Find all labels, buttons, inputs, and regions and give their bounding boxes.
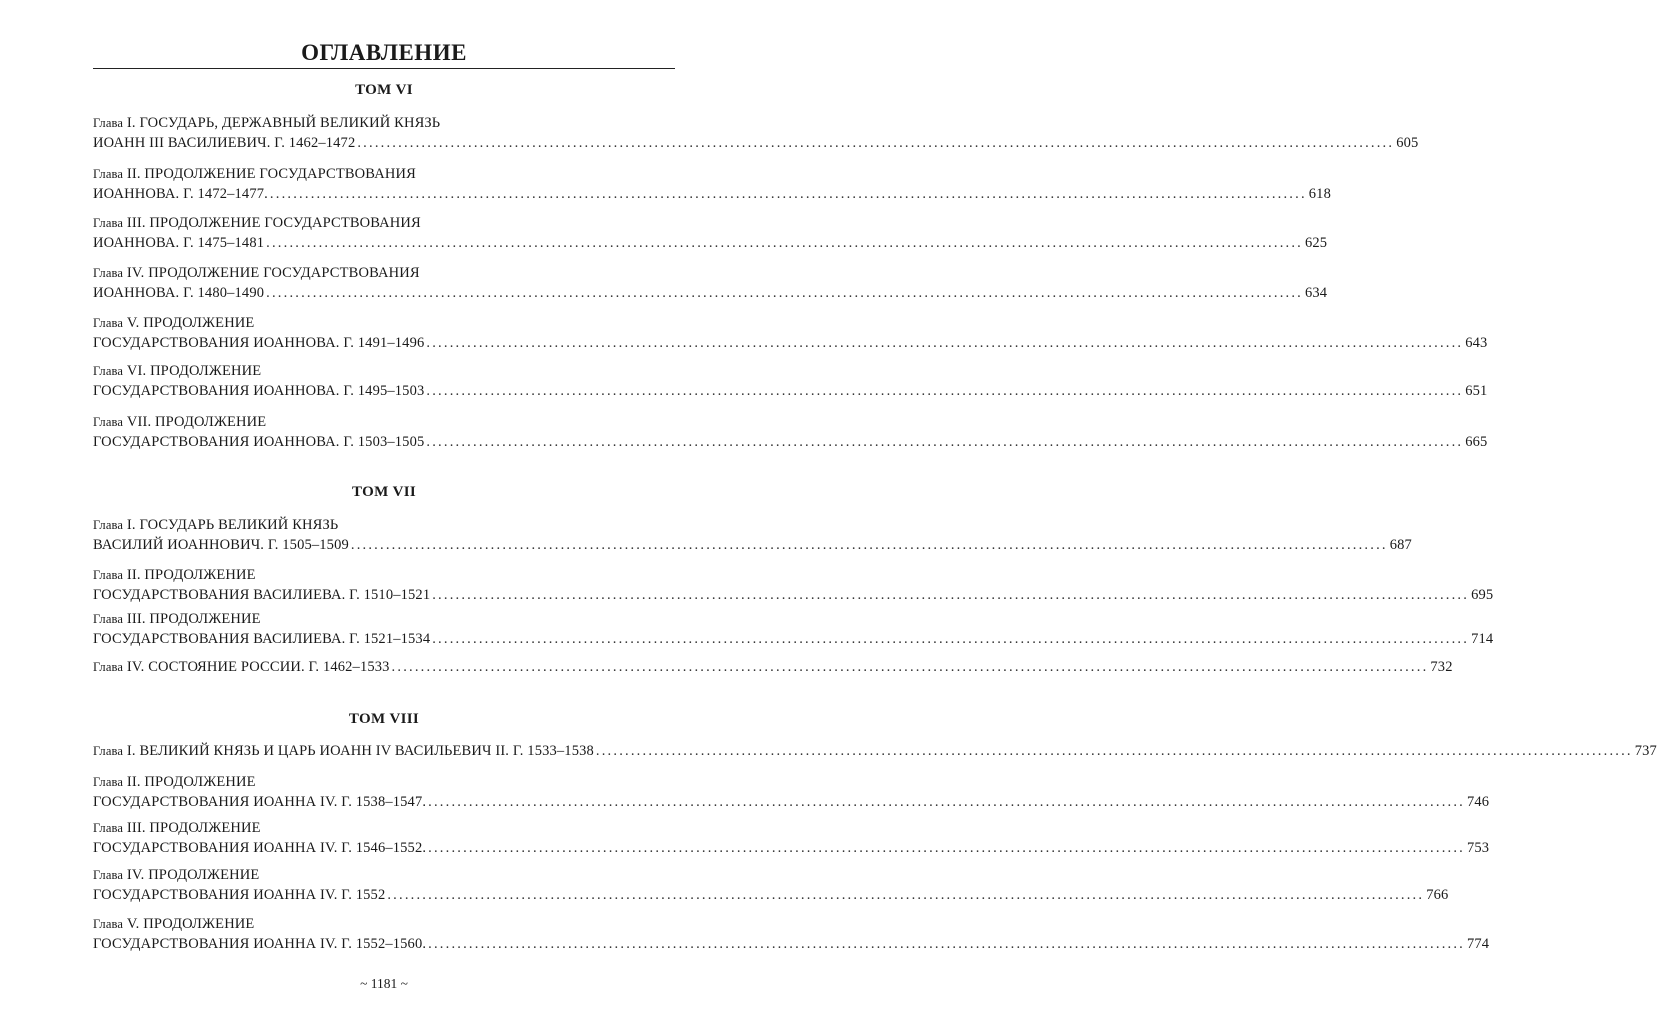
page-number: 737	[1634, 743, 1657, 759]
chapter-number: IV.	[126, 867, 145, 883]
volume-heading-vi: ТОМ VI	[355, 82, 413, 98]
chapter-prefix: Глава	[93, 917, 124, 931]
page-number: 695	[1471, 586, 1494, 603]
chapter-number: VI.	[126, 363, 147, 379]
chapter-title-cont: ИОАННОВА. Г. 1472–1477.	[93, 185, 268, 202]
chapter-number: V.	[126, 916, 140, 932]
page-number: 651	[1465, 382, 1488, 399]
chapter-number: III.	[126, 215, 146, 231]
page-number: 746	[1467, 793, 1490, 810]
page-number: 634	[1305, 284, 1328, 301]
chapter-title-cont: ГОСУДАРСТВОВАНИЯ ВАСИЛИЕВА. Г. 1521–1534	[93, 630, 431, 647]
toc-entry[interactable]	[93, 362, 1488, 401]
page-folio: ~ 1181 ~	[360, 976, 408, 991]
toc-entry[interactable]	[93, 610, 1494, 649]
dot-leader: ..................................................................................................................................................................................	[595, 743, 1633, 759]
chapter-prefix: Глава	[93, 167, 124, 181]
page-number: 643	[1465, 334, 1488, 351]
chapter-title-cont: ГОСУДАРСТВОВАНИЯ ИОАННОВА. Г. 1495–1503	[93, 382, 425, 399]
chapter-number: III.	[126, 820, 146, 836]
chapter-title: ПРОДОЛЖЕНИЕ	[149, 820, 261, 836]
page-number: 766	[1426, 886, 1449, 903]
chapter-prefix: Глава	[93, 116, 124, 130]
chapter-prefix: Глава	[93, 364, 124, 378]
toc-entry[interactable]	[93, 114, 1419, 153]
chapter-prefix: Глава	[93, 415, 124, 429]
chapter-title: ПРОДОЛЖЕНИЕ ГОСУДАРСТВОВАНИЯ	[144, 166, 416, 182]
chapter-title-cont: ГОСУДАРСТВОВАНИЯ ИОАННА IV. Г. 1538–1547.	[93, 793, 427, 810]
dot-leader: ..................................................................................................................................................................................	[426, 433, 1464, 450]
page-number: 687	[1389, 536, 1412, 553]
page-number: 605	[1396, 134, 1419, 151]
chapter-prefix: Глава	[93, 821, 124, 835]
toc-entry[interactable]	[93, 658, 1453, 678]
page-number: 753	[1467, 839, 1490, 856]
dot-leader: ..................................................................................................................................................................................	[432, 630, 1470, 647]
chapter-number: VII.	[126, 414, 152, 430]
toc-entry[interactable]	[93, 264, 1328, 303]
chapter-prefix: Глава	[93, 518, 124, 532]
chapter-title: ПРОДОЛЖЕНИЕ ГОСУДАРСТВОВАНИЯ	[149, 215, 421, 231]
chapter-title: ПРОДОЛЖЕНИЕ	[155, 414, 267, 430]
toc-entry[interactable]	[93, 866, 1449, 905]
chapter-number: II.	[126, 567, 141, 583]
chapter-number: III.	[126, 611, 146, 627]
page-number: 732	[1430, 659, 1453, 675]
chapter-title: ПРОДОЛЖЕНИЕ	[148, 867, 260, 883]
chapter-number: IV.	[126, 265, 145, 281]
chapter-prefix: Глава	[93, 568, 124, 582]
page-title: ОГЛАВЛЕНИЕ	[301, 40, 467, 65]
toc-entry[interactable]	[93, 413, 1488, 452]
chapter-number: I.	[126, 517, 136, 533]
toc-entry[interactable]	[93, 819, 1490, 858]
chapter-title: ПРОДОЛЖЕНИЕ ГОСУДАРСТВОВАНИЯ	[148, 265, 420, 281]
chapter-prefix: Глава	[93, 316, 124, 330]
toc-entry[interactable]	[93, 516, 1412, 555]
chapter-title: ПРОДОЛЖЕНИЕ	[143, 916, 255, 932]
chapter-title: ВЕЛИКИЙ КНЯЗЬ И ЦАРЬ ИОАНН IV ВАСИЛЬЕВИЧ II. Г. 1533–1538	[139, 743, 594, 759]
dot-leader: ..................................................................................................................................................................................	[269, 185, 1307, 202]
toc-entry[interactable]	[93, 773, 1490, 812]
volume-heading-viii: ТОМ VIII	[348, 711, 420, 727]
toc-entry[interactable]	[93, 742, 1657, 762]
dot-leader: ..................................................................................................................................................................................	[391, 659, 1429, 675]
chapter-title: ГОСУДАРЬ, ДЕРЖАВНЫЙ ВЕЛИКИЙ КНЯЗЬ	[139, 115, 441, 131]
chapter-prefix: Глава	[93, 775, 124, 789]
chapter-title-cont: ИОАННОВА. Г. 1480–1490	[93, 284, 265, 301]
dot-leader: ..................................................................................................................................................................................	[428, 793, 1465, 810]
chapter-prefix: Глава	[93, 266, 124, 280]
chapter-title-cont: ИОАНН III ВАСИЛИЕВИЧ. Г. 1462–1472	[93, 134, 356, 151]
dot-leader: ..................................................................................................................................................................................	[350, 536, 1388, 553]
chapter-number: IV.	[126, 659, 145, 675]
toc-entry[interactable]	[93, 165, 1331, 204]
toc-entry[interactable]	[93, 314, 1488, 353]
chapter-number: V.	[126, 315, 140, 331]
chapter-title-cont: ГОСУДАРСТВОВАНИЯ ИОАННОВА. Г. 1503–1505	[93, 433, 425, 450]
page-number: 714	[1471, 630, 1494, 647]
chapter-prefix: Глава	[93, 660, 124, 674]
chapter-title-cont: ГОСУДАРСТВОВАНИЯ ИОАННА IV. Г. 1552–1560.	[93, 935, 427, 952]
chapter-title: ПРОДОЛЖЕНИЕ	[144, 567, 256, 583]
page-number: 665	[1465, 433, 1488, 450]
dot-leader: ..................................................................................................................................................................................	[266, 234, 1303, 251]
chapter-title-cont: ИОАННОВА. Г. 1475–1481	[93, 234, 265, 251]
dot-leader: ..................................................................................................................................................................................	[432, 586, 1470, 603]
chapter-title: СОСТОЯНИЕ РОССИИ. Г. 1462–1533	[148, 659, 390, 675]
chapter-title: ГОСУДАРЬ ВЕЛИКИЙ КНЯЗЬ	[139, 517, 339, 533]
chapter-title-cont: ГОСУДАРСТВОВАНИЯ ВАСИЛИЕВА. Г. 1510–1521	[93, 586, 431, 603]
title-rule	[93, 68, 675, 69]
chapter-prefix: Глава	[93, 868, 124, 882]
toc-entry[interactable]	[93, 915, 1490, 954]
chapter-title: ПРОДОЛЖЕНИЕ	[144, 774, 256, 790]
page-number: 774	[1467, 935, 1490, 952]
chapter-title-cont: ГОСУДАРСТВОВАНИЯ ИОАННА IV. Г. 1546–1552.	[93, 839, 427, 856]
toc-entry[interactable]	[93, 566, 1494, 605]
volume-heading-vii: ТОМ VII	[352, 484, 416, 500]
chapter-title: ПРОДОЛЖЕНИЕ	[149, 611, 261, 627]
chapter-number: I.	[126, 115, 136, 131]
toc-entry[interactable]	[93, 214, 1328, 253]
page-number: 625	[1305, 234, 1328, 251]
chapter-title-cont: ГОСУДАРСТВОВАНИЯ ИОАННА IV. Г. 1552	[93, 886, 386, 903]
chapter-title: ПРОДОЛЖЕНИЕ	[150, 363, 262, 379]
dot-leader: ..................................................................................................................................................................................	[387, 886, 1425, 903]
dot-leader: ..................................................................................................................................................................................	[428, 935, 1465, 952]
chapter-prefix: Глава	[93, 612, 124, 626]
chapter-number: I.	[126, 743, 136, 759]
dot-leader: ..................................................................................................................................................................................	[266, 284, 1303, 301]
chapter-number: II.	[126, 166, 141, 182]
chapter-prefix: Глава	[93, 216, 124, 230]
chapter-prefix: Глава	[93, 744, 124, 758]
chapter-title: ПРОДОЛЖЕНИЕ	[143, 315, 255, 331]
dot-leader: ..................................................................................................................................................................................	[428, 839, 1465, 856]
chapter-title-cont: ВАСИЛИЙ ИОАННОВИЧ. Г. 1505–1509	[93, 536, 349, 553]
page-number: 618	[1308, 185, 1331, 202]
dot-leader: ..................................................................................................................................................................................	[357, 134, 1395, 151]
dot-leader: ..................................................................................................................................................................................	[426, 382, 1464, 399]
chapter-title-cont: ГОСУДАРСТВОВАНИЯ ИОАННОВА. Г. 1491–1496	[93, 334, 425, 351]
chapter-number: II.	[126, 774, 141, 790]
dot-leader: ..................................................................................................................................................................................	[426, 334, 1464, 351]
